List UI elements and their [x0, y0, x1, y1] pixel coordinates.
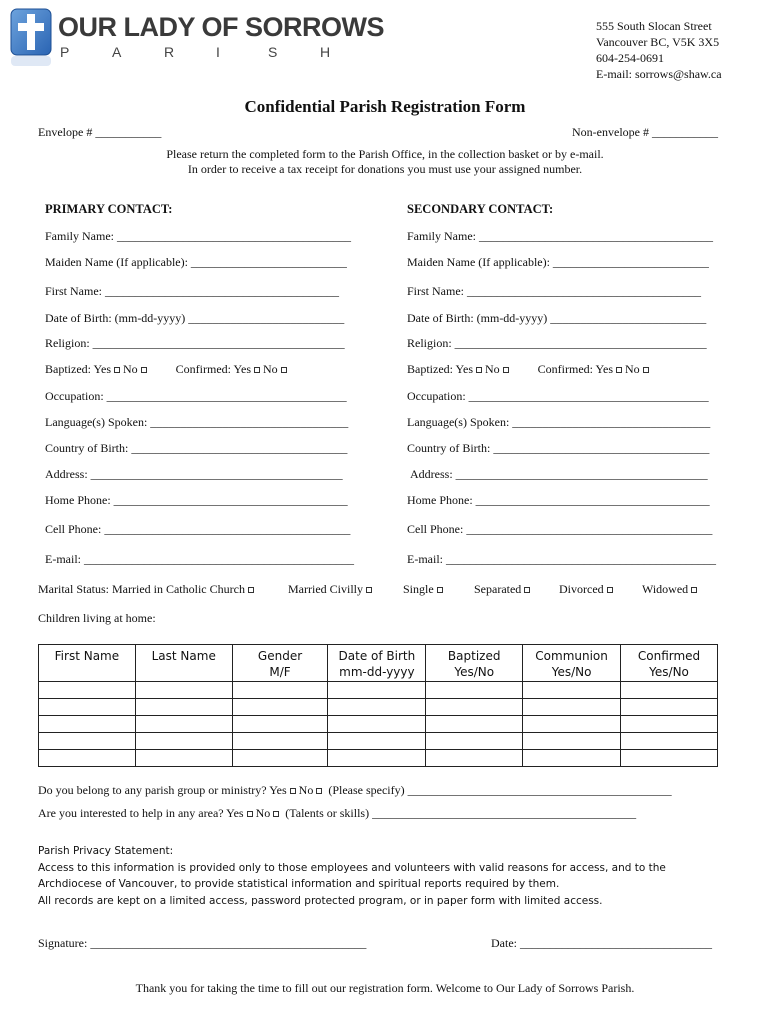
privacy-statement	[38, 843, 666, 909]
ministry-yes-checkbox[interactable]	[290, 788, 296, 794]
table-cell[interactable]	[39, 699, 136, 716]
divorced-label: Divorced	[559, 582, 604, 596]
table-cell[interactable]	[523, 699, 621, 716]
primary-address-field[interactable]: Address: __________________________________________	[45, 467, 343, 481]
help-question	[38, 806, 636, 821]
separated-label: Separated	[474, 582, 522, 596]
primary-first-name-field[interactable]: First Name: _______________________________________	[45, 284, 339, 298]
envelope-field[interactable]: Envelope # ___________	[38, 125, 162, 139]
ministry-no-checkbox[interactable]	[316, 788, 322, 794]
table-cell[interactable]	[135, 733, 232, 750]
table-cell[interactable]	[135, 699, 232, 716]
help-no-checkbox[interactable]	[273, 811, 279, 817]
children-table	[38, 644, 718, 767]
table-cell[interactable]	[523, 750, 621, 767]
table-cell[interactable]	[523, 716, 621, 733]
parish-subtitle-logo: P A R I S H	[60, 44, 331, 60]
primary-sacraments-row	[45, 362, 290, 377]
secondary-sacraments-row	[407, 362, 652, 377]
table-cell[interactable]	[328, 716, 426, 733]
primary-home-phone-field[interactable]: Home Phone: _______________________________________	[45, 493, 348, 507]
address-email: E-mail: sorrows@shaw.ca	[596, 67, 722, 81]
date-field[interactable]: Date: ________________________________	[491, 936, 712, 950]
form-title: Confidential Parish Registration Form	[244, 97, 526, 116]
marital-single	[403, 582, 446, 597]
primary-dob-field[interactable]: Date of Birth: (mm-dd-yyyy) __________________________	[45, 311, 345, 325]
table-cell[interactable]	[232, 682, 328, 699]
single-checkbox[interactable]	[437, 587, 443, 593]
secondary-home-phone-field[interactable]: Home Phone: _______________________________________	[407, 493, 710, 507]
table-cell[interactable]	[232, 716, 328, 733]
children-label: Children living at home:	[38, 611, 156, 625]
table-cell[interactable]	[328, 699, 426, 716]
married-civilly-label: Married Civilly	[288, 582, 363, 596]
table-row	[39, 716, 718, 733]
table-row	[39, 750, 718, 767]
primary-family-name-field[interactable]: Family Name: _______________________________________	[45, 229, 351, 243]
table-cell[interactable]	[328, 682, 426, 699]
secondary-address-field[interactable]: Address: __________________________________________	[410, 467, 708, 481]
secondary-maiden-name-field[interactable]: Maiden Name (If applicable): __________________________	[407, 255, 709, 269]
marital-married-catholic	[38, 582, 257, 597]
table-cell[interactable]	[426, 750, 523, 767]
children-table-header	[39, 645, 718, 682]
table-cell[interactable]	[523, 682, 621, 699]
table-cell[interactable]	[621, 716, 718, 733]
privacy-heading: Parish Privacy Statement:	[38, 845, 174, 857]
secondary-religion-field[interactable]: Religion: __________________________________________	[407, 336, 707, 350]
table-cell[interactable]	[232, 699, 328, 716]
table-cell[interactable]	[523, 733, 621, 750]
primary-maiden-name-field[interactable]: Maiden Name (If applicable): __________________________	[45, 255, 347, 269]
table-cell[interactable]	[426, 716, 523, 733]
separated-checkbox[interactable]	[524, 587, 530, 593]
address-street: 555 South Slocan Street	[596, 19, 712, 33]
table-cell[interactable]	[426, 699, 523, 716]
table-cell[interactable]	[232, 750, 328, 767]
primary-contact-heading: PRIMARY CONTACT:	[45, 202, 173, 216]
marital-status-label: Marital Status: Married in Catholic Church	[38, 582, 245, 596]
table-cell[interactable]	[328, 733, 426, 750]
help-yes-checkbox[interactable]	[247, 811, 253, 817]
table-row	[39, 682, 718, 699]
secondary-confirmed-yes-checkbox[interactable]	[616, 367, 622, 373]
col-baptized: Baptized Yes/No	[426, 645, 523, 682]
table-cell[interactable]	[621, 733, 718, 750]
help-question-text: Are you interested to help in any area? Yes	[38, 806, 244, 820]
primary-occupation-field[interactable]: Occupation: ________________________________________	[45, 389, 347, 403]
ministry-question-text: Do you belong to any parish group or ministry? Yes	[38, 783, 287, 797]
marital-married-civilly	[288, 582, 375, 597]
col-date-of-birth: Date of Birth mm-dd-yyyy	[328, 645, 426, 682]
secondary-first-name-field[interactable]: First Name: _______________________________________	[407, 284, 701, 298]
table-cell[interactable]	[621, 699, 718, 716]
secondary-confirmed-label: Confirmed: Yes	[537, 362, 614, 376]
primary-confirmed-no-label: No	[263, 362, 278, 376]
secondary-confirmed-no-checkbox[interactable]	[643, 367, 649, 373]
col-confirmed: Confirmed Yes/No	[621, 645, 718, 682]
instructions-line-1: Please return the completed form to the Parish Office, in the collection basket or by e-mail.	[166, 147, 604, 161]
ministry-no-label: No	[298, 783, 314, 797]
table-row	[39, 733, 718, 750]
single-label: Single	[403, 582, 434, 596]
primary-baptized-no-checkbox[interactable]	[141, 367, 147, 373]
table-cell[interactable]	[328, 750, 426, 767]
secondary-family-name-field[interactable]: Family Name: _______________________________________	[407, 229, 713, 243]
primary-cell-phone-field[interactable]: Cell Phone: _________________________________________	[45, 522, 351, 536]
col-communion: Communion Yes/No	[523, 645, 621, 682]
secondary-country-field[interactable]: Country of Birth: ____________________________________	[407, 441, 710, 455]
widowed-checkbox[interactable]	[691, 587, 697, 593]
parish-name-logo: OUR LADY OF SORROWS	[58, 12, 385, 42]
address-phone: 604-254-0691	[596, 51, 664, 65]
married-civilly-checkbox[interactable]	[366, 587, 372, 593]
primary-country-field[interactable]: Country of Birth: ____________________________________	[45, 441, 348, 455]
ministry-question	[38, 783, 672, 798]
col-gender: Gender M/F	[232, 645, 328, 682]
ministry-specify-field[interactable]: (Please specify) ____________________________________________	[325, 783, 672, 797]
privacy-line-3: All records are kept on a limited access, password protected program, or in paper form with limited access.	[38, 894, 603, 907]
primary-baptized-label: Baptized: Yes	[45, 362, 111, 376]
secondary-baptized-no-checkbox[interactable]	[503, 367, 509, 373]
parish-address-block	[596, 18, 722, 82]
primary-baptized-yes-checkbox[interactable]	[114, 367, 120, 373]
table-cell[interactable]	[135, 750, 232, 767]
primary-confirmed-yes-checkbox[interactable]	[254, 367, 260, 373]
primary-baptized-no-label: No	[123, 362, 138, 376]
primary-religion-field[interactable]: Religion: __________________________________________	[45, 336, 345, 350]
talents-field[interactable]: (Talents or skills) ____________________________________________	[282, 806, 637, 820]
table-cell[interactable]	[426, 682, 523, 699]
secondary-cell-phone-field[interactable]: Cell Phone: _________________________________________	[407, 522, 713, 536]
primary-confirmed-label: Confirmed: Yes	[175, 362, 252, 376]
secondary-contact-heading: SECONDARY CONTACT:	[407, 202, 554, 216]
widowed-label: Widowed	[642, 582, 689, 596]
primary-confirmed-no-checkbox[interactable]	[281, 367, 287, 373]
col-last-name: Last Name	[135, 645, 232, 682]
signature-field[interactable]: Signature: ______________________________________________	[38, 936, 367, 950]
table-row	[39, 699, 718, 716]
table-cell[interactable]	[426, 733, 523, 750]
address-city: Vancouver BC, V5K 3X5	[596, 35, 720, 49]
thank-you-message: Thank you for taking the time to fill out our registration form. Welcome to Our Lady of Sorrows Parish.	[135, 981, 635, 995]
table-cell[interactable]	[135, 716, 232, 733]
col-first-name: First Name	[39, 645, 136, 682]
table-cell[interactable]	[232, 733, 328, 750]
divorced-checkbox[interactable]	[607, 587, 613, 593]
secondary-baptized-label: Baptized: Yes	[407, 362, 473, 376]
parish-cross-logo	[10, 8, 52, 68]
secondary-languages-field[interactable]: Language(s) Spoken: _________________________________	[407, 415, 711, 429]
table-cell[interactable]	[621, 682, 718, 699]
table-cell[interactable]	[39, 716, 136, 733]
instructions-line-2: In order to receive a tax receipt for donations you must use your assigned number.	[187, 162, 583, 176]
primary-languages-field[interactable]: Language(s) Spoken: _________________________________	[45, 415, 349, 429]
marital-divorced	[559, 582, 616, 597]
table-cell[interactable]	[135, 682, 232, 699]
marital-widowed	[642, 582, 700, 597]
non-envelope-field[interactable]: Non-envelope # ___________	[572, 125, 718, 139]
marital-separated	[474, 582, 533, 597]
privacy-line-2: Archdiocese of Vancouver, to provide statistical information and spiritual reports required by them.	[38, 878, 560, 890]
table-cell[interactable]	[39, 682, 136, 699]
secondary-dob-field[interactable]: Date of Birth: (mm-dd-yyyy) __________________________	[407, 311, 707, 325]
secondary-baptized-yes-checkbox[interactable]	[476, 367, 482, 373]
married-catholic-checkbox[interactable]	[248, 587, 254, 593]
table-cell[interactable]	[39, 750, 136, 767]
secondary-baptized-no-label: No	[485, 362, 500, 376]
secondary-occupation-field[interactable]: Occupation: ________________________________________	[407, 389, 709, 403]
secondary-email-field[interactable]: E-mail: _____________________________________________	[407, 552, 716, 566]
privacy-line-1: Access to this information is provided only to those employees and volunteers with valid reasons for access, and to the	[38, 861, 666, 874]
table-cell[interactable]	[39, 733, 136, 750]
help-no-label: No	[255, 806, 271, 820]
primary-email-field[interactable]: E-mail: _____________________________________________	[45, 552, 354, 566]
table-cell[interactable]	[621, 750, 718, 767]
secondary-confirmed-no-label: No	[625, 362, 640, 376]
